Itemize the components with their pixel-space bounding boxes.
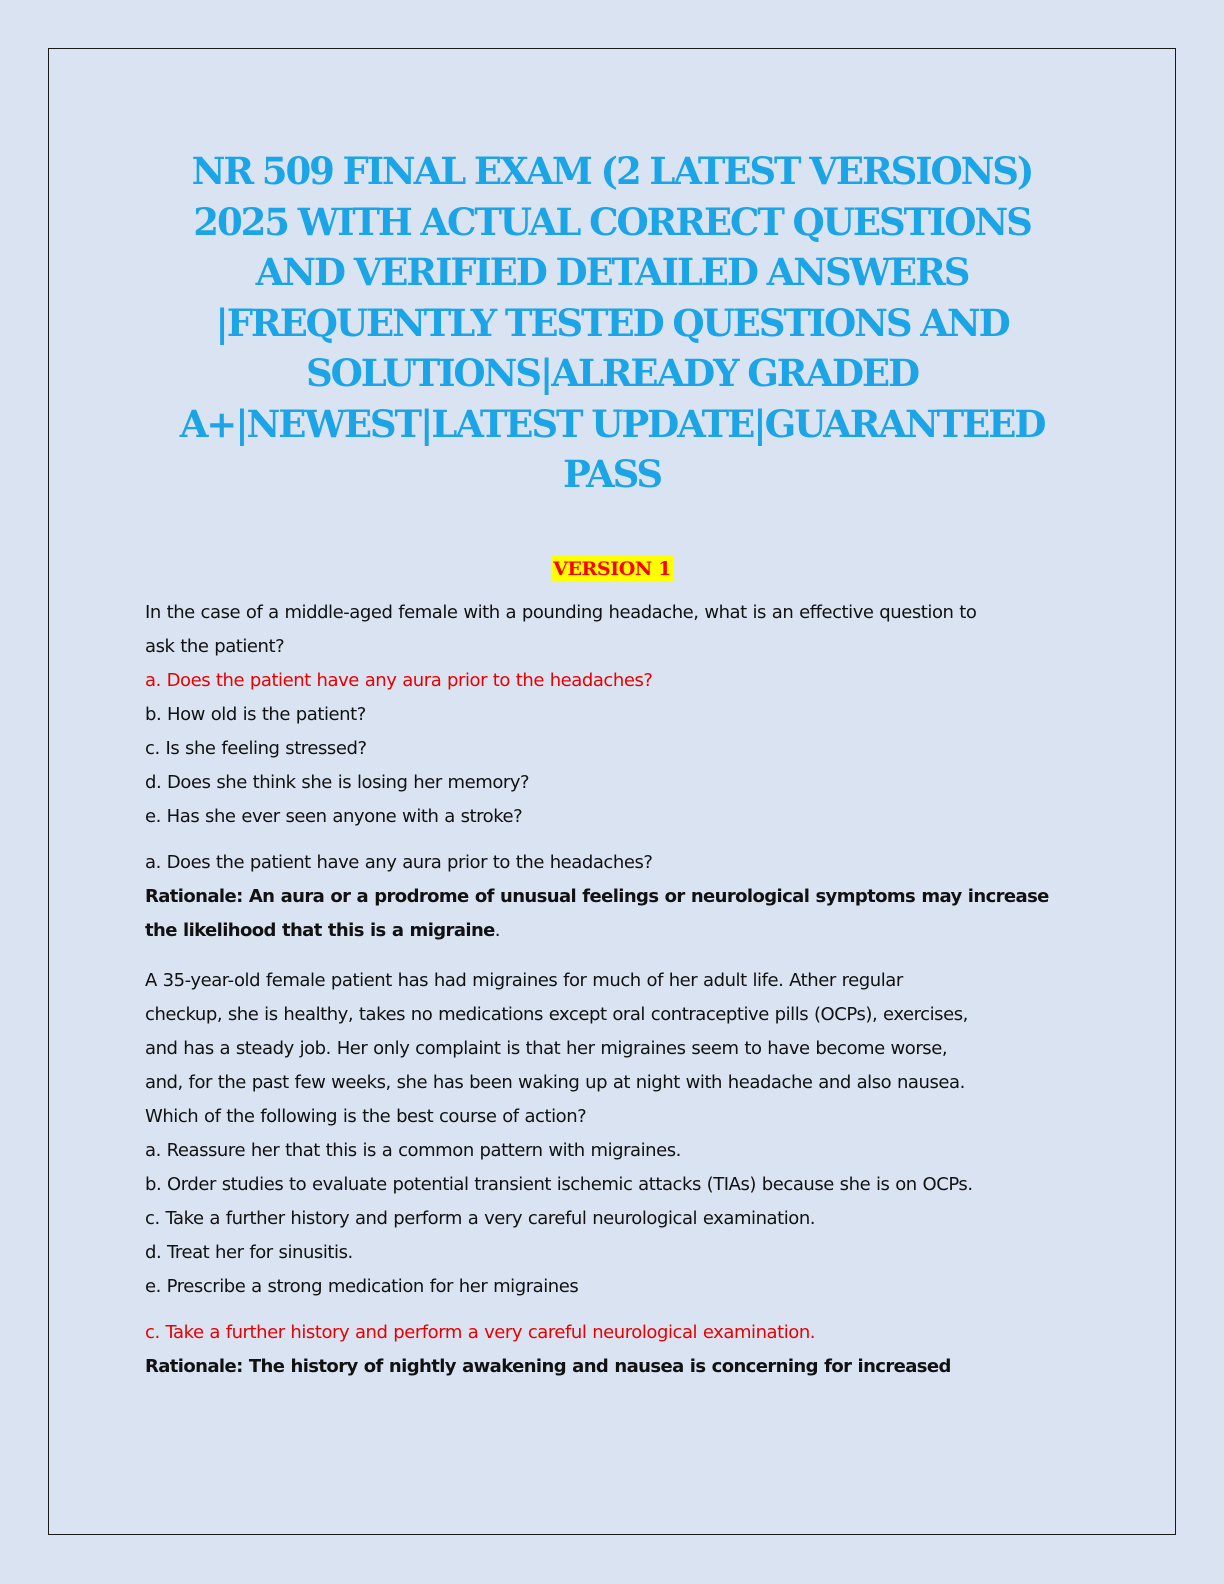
answer-option-e: e. Prescribe a strong medication for her migraines: [145, 1276, 579, 1297]
version-label: VERSION 1: [553, 558, 671, 580]
answer-option-d: d. Treat her for sinusitis.: [145, 1242, 353, 1263]
answer-option-b: b. Order studies to evaluate potential transient ischemic attacks (TIAs) because she is on OCPs.: [145, 1174, 973, 1195]
question-stem: Which of the following is the best course of action?: [145, 1106, 587, 1127]
version-heading: [0, 556, 1224, 582]
title-line: NR 509 FINAL EXAM (2 LATEST VERSIONS): [191, 149, 1033, 193]
rationale-text: Rationale: An aura or a prodrome of unusual feelings or neurological symptoms may increase: [145, 886, 1049, 907]
answer-option-c: c. Is she feeling stressed?: [145, 738, 367, 759]
rationale-text: Rationale: The history of nightly awakening and nausea is concerning for increased: [145, 1356, 951, 1377]
question-stem: and, for the past few weeks, she has been waking up at night with headache and also nausea.: [145, 1072, 965, 1093]
question-stem: checkup, she is healthy, takes no medications except oral contraceptive pills (OCPs), exercises,: [145, 1004, 968, 1025]
question-2-answer: [145, 1316, 1085, 1384]
rationale-text: the likelihood that this is a migraine: [145, 920, 495, 941]
answer-option-e: e. Has she ever seen anyone with a stroke?: [145, 806, 523, 827]
correct-answer: c. Take a further history and perform a very careful neurological examination.: [145, 1322, 816, 1343]
answer-option-b: b. How old is the patient?: [145, 704, 366, 725]
question-stem: ask the patient?: [145, 636, 285, 657]
correct-answer: a. Does the patient have any aura prior to the headaches?: [145, 852, 653, 873]
answer-option-a: a. Does the patient have any aura prior to the headaches?: [145, 670, 653, 691]
rationale-period: .: [494, 920, 501, 941]
title-line: A+|NEWEST|LATEST UPDATE|GUARANTEED: [179, 401, 1045, 446]
question-2: [145, 964, 1085, 1304]
title-line: SOLUTIONS|ALREADY GRADED: [305, 351, 919, 395]
title-line: AND VERIFIED DETAILED ANSWERS: [255, 250, 969, 294]
title-line: PASS: [562, 452, 662, 496]
question-1: [145, 596, 1085, 834]
document-title: [130, 146, 1094, 500]
answer-option-c: c. Take a further history and perform a very careful neurological examination.: [145, 1208, 816, 1229]
answer-option-d: d. Does she think she is losing her memory?: [145, 772, 530, 793]
title-line: |FREQUENTLY TESTED QUESTIONS AND: [215, 300, 1009, 345]
question-1-answer: [145, 846, 1085, 948]
answer-option-a: a. Reassure her that this is a common pattern with migraines.: [145, 1140, 681, 1161]
question-stem: and has a steady job. Her only complaint is that her migraines seem to have become worse,: [145, 1038, 948, 1059]
question-stem: In the case of a middle-aged female with a pounding headache, what is an effective question to: [145, 602, 977, 623]
question-stem: A 35-year-old female patient has had migraines for much of her adult life. Ather regular: [145, 970, 903, 991]
title-line: 2025 WITH ACTUAL CORRECT QUESTIONS: [193, 199, 1031, 244]
